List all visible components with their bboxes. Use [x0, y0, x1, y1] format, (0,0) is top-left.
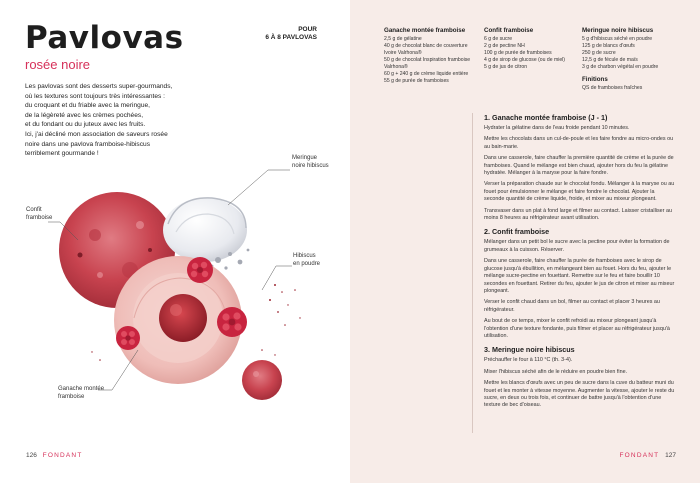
- ingredient-item: 3 g de charbon végétal en poudre: [582, 64, 659, 70]
- ingredient-item: 6 g de sucre: [484, 36, 513, 42]
- ingredients-meringue: [582, 27, 682, 92]
- steps-divider: [472, 113, 473, 433]
- ingredients-ganache: [384, 27, 479, 85]
- step-paragraph: Mixer l'hibiscus séché afin de le réduire en poudre bien fine.: [484, 368, 628, 375]
- step-3-title: 3. Meringue noire hibiscus: [484, 345, 575, 355]
- step-paragraph: Verser la préparation chaude sur le chocolat fondu. Mélanger à la maryse ou au fouet pour émulsionner le mélange et faire fondre le chocolat. Ajouter la seconde quantité de crème liquide, froide, et mixer au mixeur plongeant.: [484, 181, 675, 203]
- left-section-label: FONDANT: [42, 452, 83, 459]
- right-page-number: 127: [665, 452, 676, 459]
- serves-label: [255, 26, 317, 42]
- ingredient-item: 12,5 g de fécule de maïs: [582, 57, 638, 63]
- step-1-title: 1. Ganache montée framboise (J - 1): [484, 113, 608, 122]
- ingredients-meringue-title: Meringue noire hibiscus: [582, 27, 654, 34]
- recipe-title: Pavlovas: [25, 20, 184, 56]
- ingredient-item: 50 g de chocolat Inspiration framboise: [384, 57, 471, 63]
- ingredient-item: 60 g + 240 g de crème liquide entière: [384, 71, 469, 77]
- step-paragraph: Au bout de ce temps, mixer le confit refroidi au mixeur plongeant jusqu'à l'obtention d'une texture fondante, puis filmer et placer au réfrigérateur jusqu'à utilisation.: [484, 318, 670, 339]
- step-paragraph: Mélanger dans un petit bol le sucre avec la pectine pour éviter la formation de grumeaux à la cuisson. Réserver.: [484, 239, 670, 253]
- pavlova-illustration: [0, 150, 350, 450]
- ingredients-ganache-title: Ganache montée framboise: [384, 27, 466, 34]
- left-footer: [26, 452, 87, 459]
- recipe-steps: [484, 113, 676, 414]
- left-page-number: 126: [26, 452, 37, 459]
- ingredient-item: 250 g de sucre: [582, 50, 616, 56]
- ingredient-item: 100 g de purée de framboises: [484, 50, 552, 56]
- step-paragraph: Verser le confit chaud dans un bol, filmer au contact et placer 3 heures au réfrigérateur.: [484, 299, 660, 313]
- step-paragraph: Mettre les chocolats dans un cul-de-poule et les faire fondre au micro-ondes ou au bain-marie.: [484, 136, 674, 150]
- recipe-subtitle: rosée noire: [25, 57, 91, 72]
- callout-confit: Confit framboise: [26, 207, 53, 221]
- right-footer: [616, 452, 677, 459]
- serves-line1: POUR: [298, 26, 317, 33]
- step-paragraph: Mettre les blancs d'œufs avec un peu de sucre dans la cuve du batteur muni du fouet et les monter à vitesse moyenne. Augmenter la vitesse, ajouter le reste du sucre, en deux ou trois fois, et continuer de battre jusqu'à l'obtention d'une texture de bec d'oiseau.: [484, 380, 675, 409]
- serves-line2: 6 À 8 PAVLOVAS: [265, 34, 317, 41]
- ingredients-finitions-title: Finitions: [582, 76, 608, 83]
- ingredient-item: QS de framboises fraîches: [582, 85, 643, 91]
- ingredient-item: 5 g de jus de citron: [484, 64, 528, 70]
- right-section-label: FONDANT: [619, 452, 660, 459]
- ingredient-item: 5 g d'hibiscus séché en poudre: [582, 36, 653, 42]
- ingredient-item: Valrhona®: [384, 64, 408, 70]
- intro-text: [25, 82, 185, 159]
- callout-meringue: Meringue noire hibiscus: [292, 155, 329, 169]
- step-paragraph: Préchauffer le four à 110 °C (th. 3-4).: [484, 357, 573, 364]
- ingredient-item: 2,5 g de gélatine: [384, 36, 422, 42]
- ingredient-item: 2 g de pectine NH: [484, 43, 525, 49]
- ingredient-item: 55 g de purée de framboises: [384, 78, 449, 84]
- small-confit-disc: [242, 360, 282, 400]
- step-2: [484, 227, 676, 340]
- step-paragraph: Transvaser dans un plat à fond large et filmer au contact. Laisser cristalliser au moins 8 heures au réfrigérateur avant utilisation.: [484, 207, 672, 222]
- callout-ganache: Ganache montée framboise: [58, 386, 105, 400]
- ingredient-item: 125 g de blancs d'œufs: [582, 43, 635, 49]
- step-2-title: 2. Confit framboise: [484, 227, 550, 237]
- meringue-white: [163, 198, 247, 262]
- step-3: [484, 345, 676, 409]
- step-paragraph: Dans une casserole, faire chauffer la purée de framboises avec le sirop de glucose jusqu'à ébullition, en mélangeant bien au fouet. Hors du feu, ajouter le mélange sucre-pectine en fouettant. Remettre sur le feu et faire bouillir 10 secondes en fouettant. Retirer du feu, ajouter le jus de citron et mixer au mixeur plongeant.: [484, 258, 675, 294]
- ingredient-item: 4 g de sirop de glucose (ou de miel): [484, 57, 565, 63]
- callout-hibiscus: Hibiscus en poudre: [293, 253, 321, 267]
- step-paragraph: Hydrater la gélatine dans de l'eau froide pendant 10 minutes.: [484, 125, 630, 131]
- ingredients-confit: [484, 27, 576, 71]
- step-paragraph: Dans une casserole, faire chauffer la première quantité de crème et la purée de framboises. Quand le mélange est bien chaud, ajouter hors du feu la gélatine hydratée. Mélanger à la maryse pour la faire fondre.: [484, 155, 674, 177]
- intro-paragraph: Les pavlovas sont des desserts super-gourmands, où les textures sont toujours très intéressantes : du croquant et du friable avec la meringue, de la légèreté avec les crèmes pochées, et du fondant ou du juteux avec les fruits. Ici, j'ai décliné mon association de saveurs rosée noire dans une pavlova framboise-hibiscus terriblement gourmande !: [25, 83, 173, 158]
- ingredients-confit-title: Confit framboise: [484, 27, 534, 34]
- ingredient-item: Ivoire Valrhona®: [384, 50, 422, 56]
- ingredient-item: 40 g de chocolat blanc de couverture: [384, 43, 468, 49]
- step-1: [484, 113, 676, 222]
